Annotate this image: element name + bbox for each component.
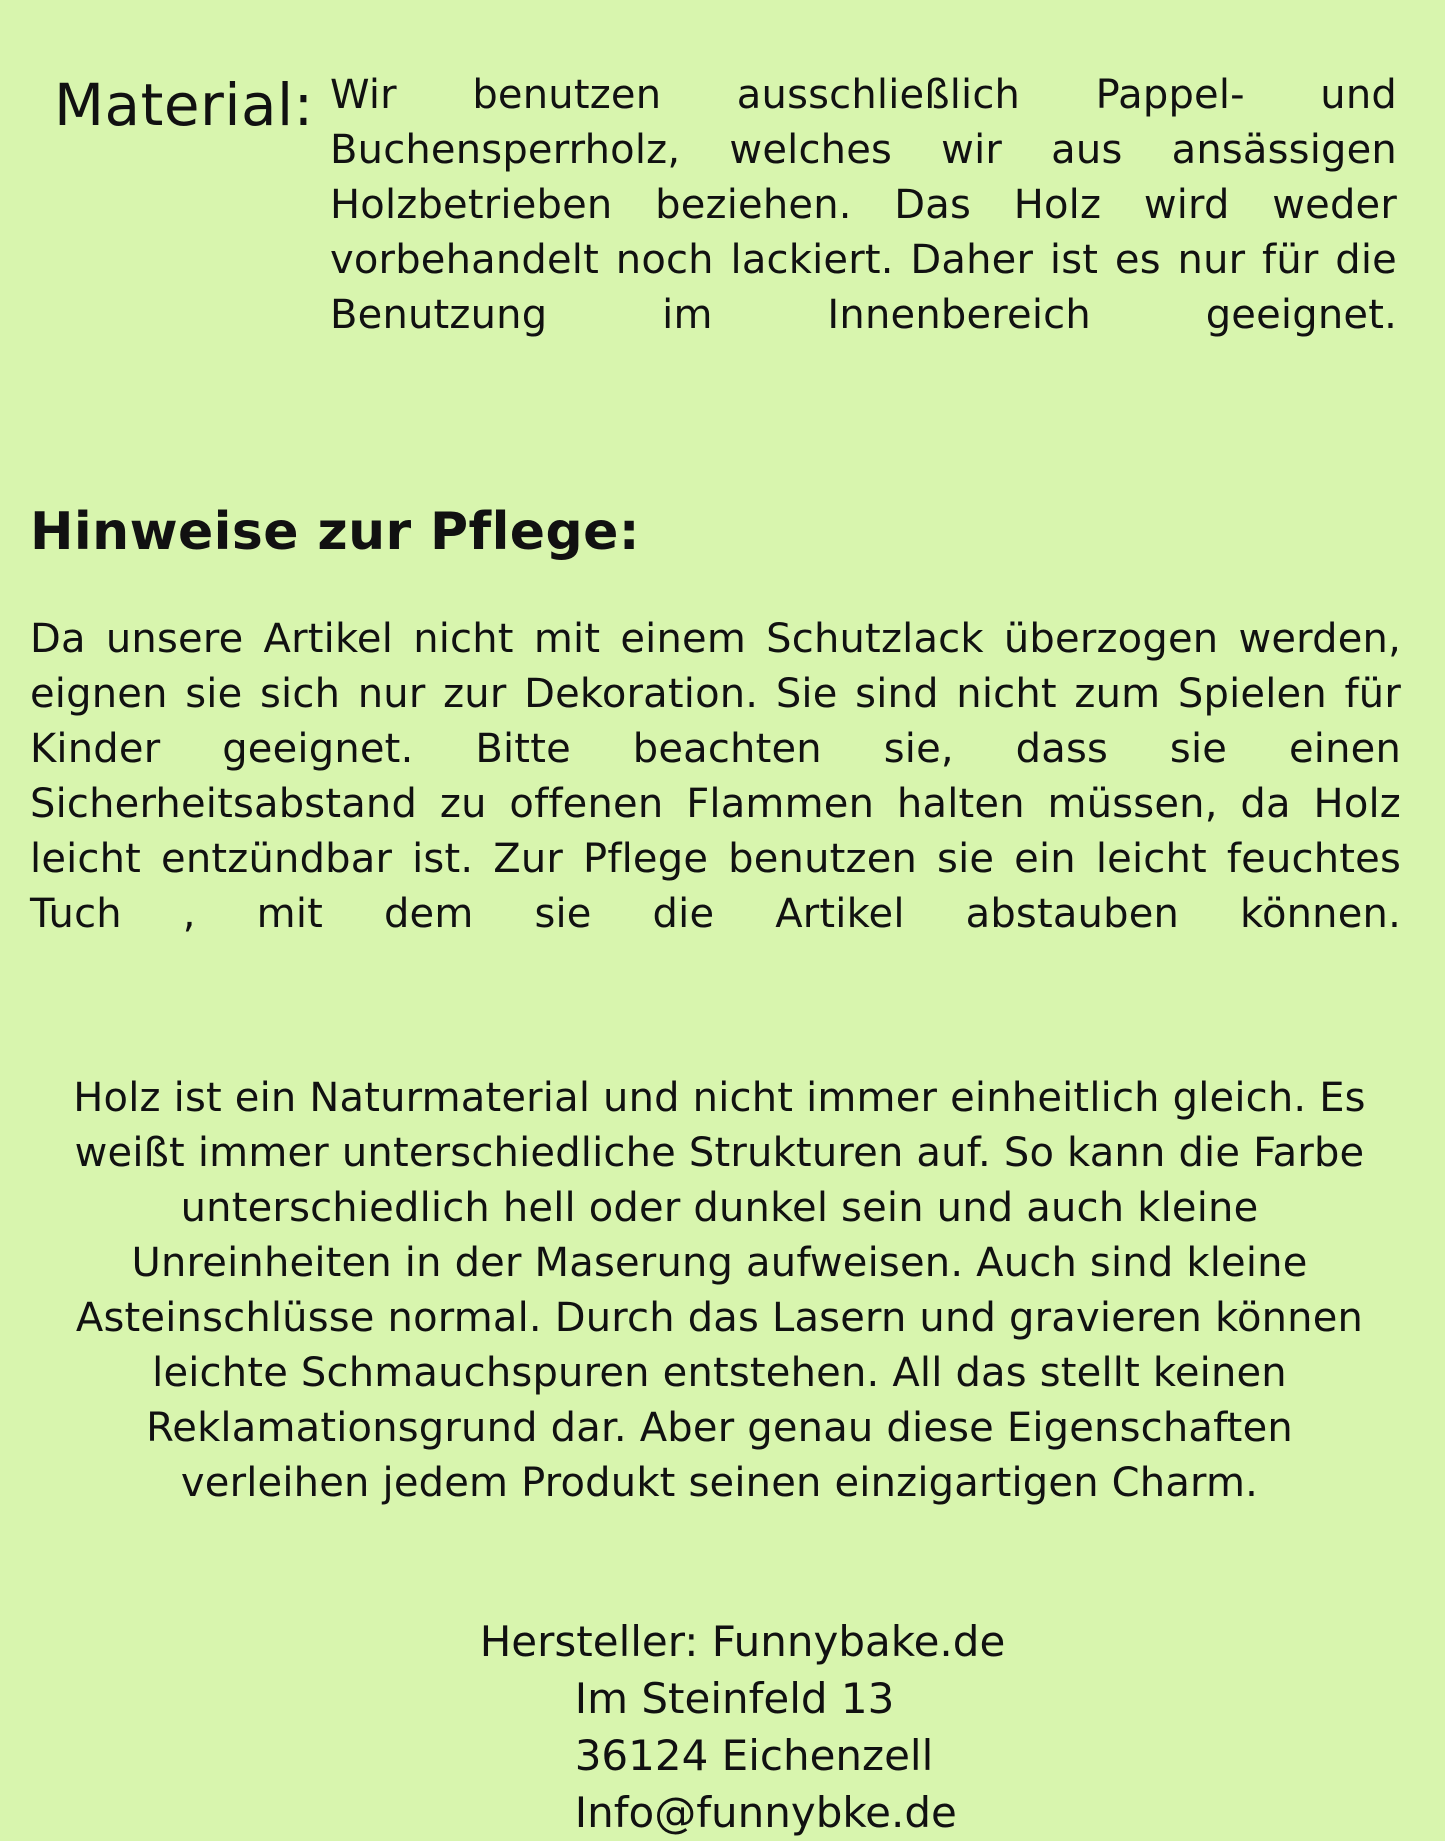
manufacturer-city-line: 36124 Eichenzell xyxy=(574,1731,934,1781)
material-heading: Material: xyxy=(54,71,314,139)
care-paragraph-one: Da unsere Artikel nicht mit einem Schutzlack überzogen werden, eignen sie sich nur zur Dekoration. Sie sind nicht zum Spielen für Kinder geeignet. Bitte beachten sie, dass sie einen Sicherheitsabstand zu offenen Flammen halten müssen, da Holz leicht entzündbar ist. Zur Pflege benutzen sie ein leicht feuchtes Tuch , mit dem sie die Artikel abstauben können. xyxy=(30,616,1401,938)
manufacturer-email-line: Info@funnybke.de xyxy=(574,1788,957,1838)
care-section xyxy=(30,441,1415,1511)
manufacturer-section xyxy=(30,1551,1415,1841)
manufacturer-address-block xyxy=(480,1613,1136,1841)
care-paragraph-two: Holz ist ein Naturmaterial und nicht immer einheitlich gleich. Es weißt immer unterschiedliche Strukturen auf. So kann die Farbe unterschiedlich hell oder dunkel sein und auch kleine Unreinheiten in der Maserung aufweisen. Auch sind kleine Asteinschlüsse normal. Durch das Lasern und gravieren können leichte Schmauchspuren entstehen. All das stellt keinen Reklamationsgrund dar. Aber genau diese Eigenschaften verleihen jedem Produkt seinen einzigartigen Charm. xyxy=(73,1075,1366,1507)
manufacturer-name-line: Hersteller: Funnybake.de xyxy=(479,1617,1006,1667)
material-section xyxy=(30,68,1415,398)
care-heading: Hinweise zur Pflege: xyxy=(30,502,640,563)
material-description: Wir benutzen ausschließlich Pappel- und Buchensperrholz, welches wir aus ansässigen Holzbetrieben beziehen. Das Holz wird weder vorbehandelt noch lackiert. Daher ist es nur für die Benutzung im Innenbereich geeignet. xyxy=(330,72,1397,338)
manufacturer-street-line: Im Steinfeld 13 xyxy=(574,1674,895,1724)
